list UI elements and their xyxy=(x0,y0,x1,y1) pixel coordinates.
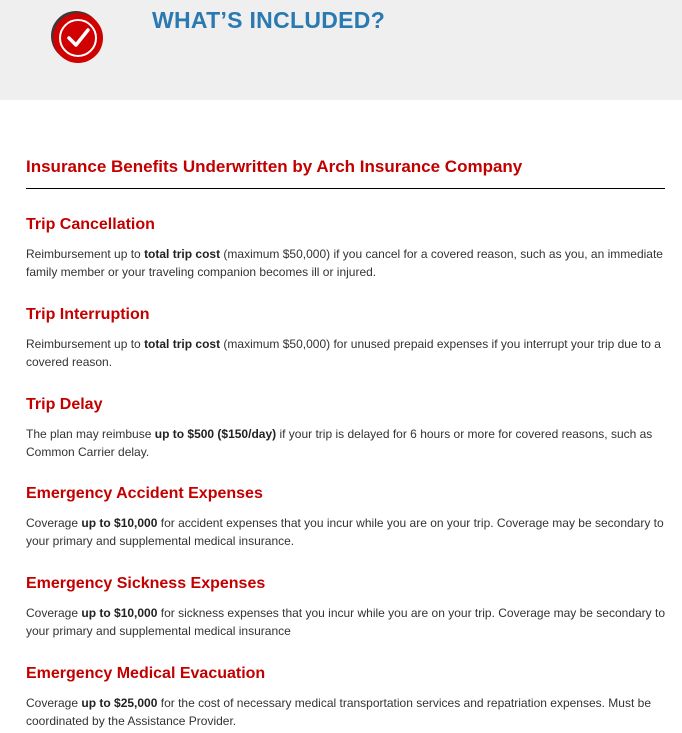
page-title: WHAT’S INCLUDED? xyxy=(152,7,386,33)
benefit-description: Coverage up to $10,000 for accident expenses that you incur while you are on your trip. Coverage may be secondary to your primary and supplemental medical insurance. xyxy=(26,516,664,548)
benefit-item-trip-interruption xyxy=(26,305,665,371)
benefit-description: Coverage up to $10,000 for sickness expenses that you incur while you are on your trip. Coverage may be secondary to your primary and supplemental medical insurance xyxy=(26,606,665,638)
benefit-title: Trip Interruption xyxy=(26,306,150,323)
benefit-title: Trip Delay xyxy=(26,396,103,413)
header-banner xyxy=(0,0,682,100)
benefit-item-emergency-medical-evacuation xyxy=(26,664,665,730)
benefit-title: Trip Cancellation xyxy=(26,216,155,233)
checkmark-circle-icon xyxy=(49,9,105,65)
benefit-description: Reimbursement up to total trip cost (maximum $50,000) for unused prepaid expenses if you interrupt your trip due to a covered reason. xyxy=(26,337,661,369)
benefit-item-emergency-accident-expenses xyxy=(26,484,665,550)
benefit-description: Coverage up to $25,000 for the cost of necessary medical transportation services and repatriation expenses. Must be coordinated by the Assistance Provider. xyxy=(26,696,651,728)
benefit-description: The plan may reimbuse up to $500 ($150/day) if your trip is delayed for 6 hours or more for covered reasons, such as Common Carrier delay. xyxy=(26,427,653,459)
benefit-description: Reimbursement up to total trip cost (maximum $50,000) if you cancel for a covered reason, such as you, an immediate family member or your traveling companion becomes ill or injured. xyxy=(26,247,663,279)
section-heading: Insurance Benefits Underwritten by Arch Insurance Company xyxy=(26,157,665,189)
benefit-item-trip-cancellation xyxy=(26,215,665,281)
benefit-title: Emergency Accident Expenses xyxy=(26,485,263,502)
benefit-item-emergency-sickness-expenses xyxy=(26,574,665,640)
benefit-item-trip-delay xyxy=(26,395,665,461)
benefit-title: Emergency Sickness Expenses xyxy=(26,575,266,592)
benefits-section xyxy=(26,157,665,189)
benefit-title: Emergency Medical Evacuation xyxy=(26,665,266,682)
